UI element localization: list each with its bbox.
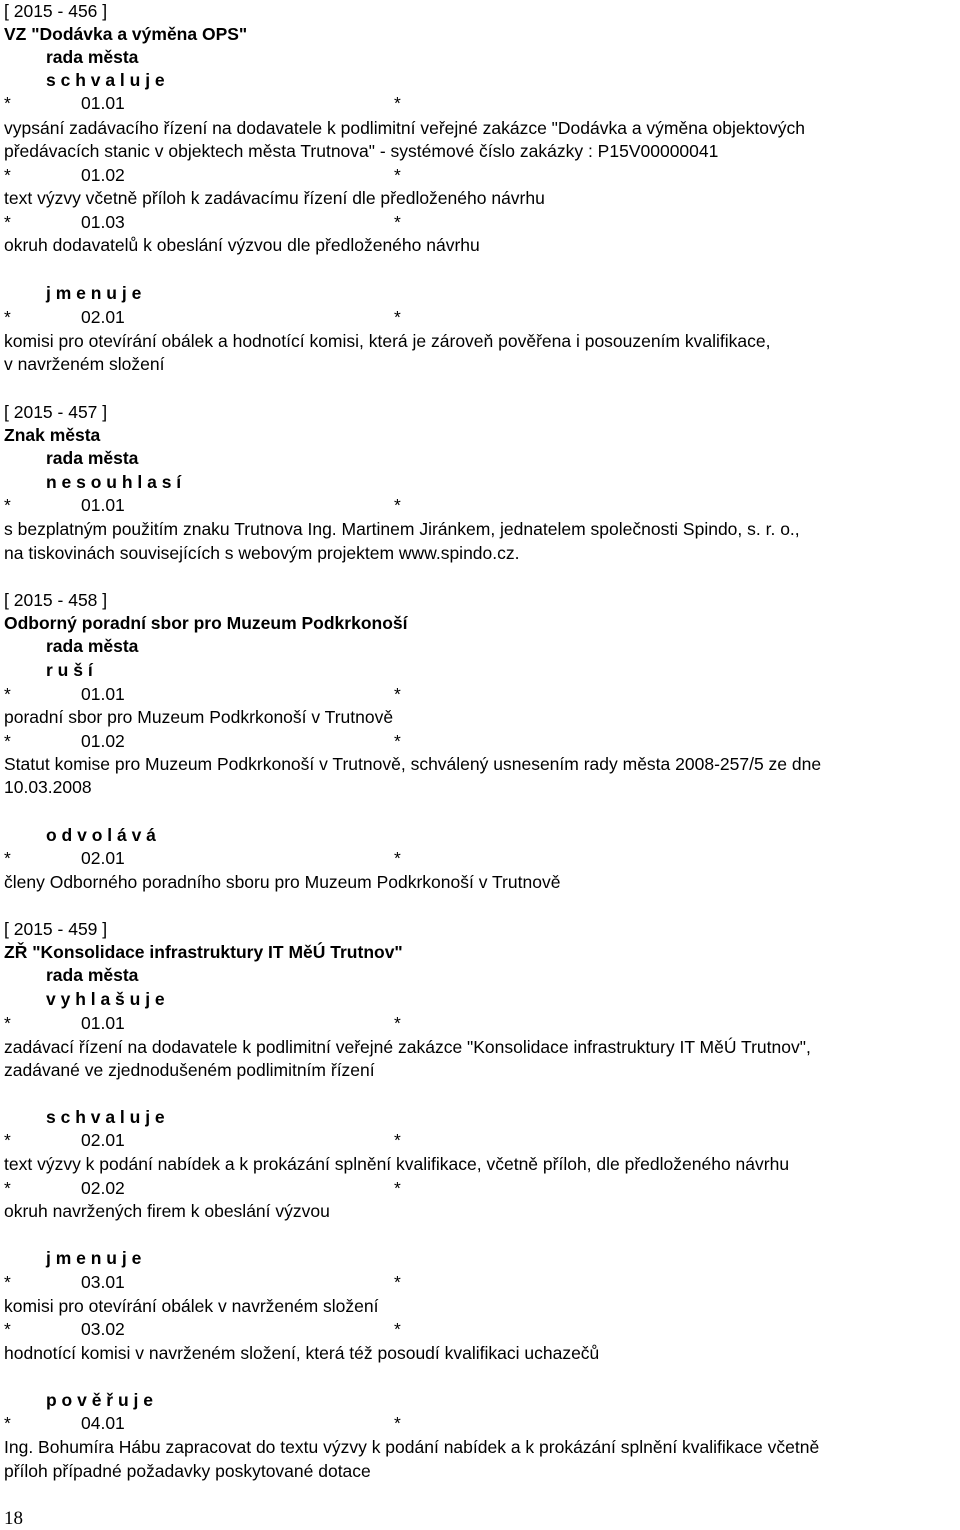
resolution-verb: j m e n u j e [46,283,142,303]
resolution-id: [ 2015 - 457 ] [4,402,108,422]
item-marker: * 04.01 * [4,1413,401,1433]
item-marker: * 03.02 * [4,1319,401,1339]
body-name: rada města [46,965,139,985]
item-text: komisi pro otevírání obálek a hodnotící komisi, která je zároveň pověřena i posouzením kvalifikace, [4,331,771,351]
item-marker: * 01.01 * [4,495,401,515]
item-text: poradní sbor pro Muzeum Podkrkonoší v Trutnově [4,707,394,727]
item-marker: * 01.03 * [4,212,401,232]
item-marker: * 02.01 * [4,848,401,868]
item-text: členy Odborného poradního sboru pro Muzeum Podkrkonoší v Trutnově [4,872,561,892]
item-marker: * 02.01 * [4,307,401,327]
item-marker: * 01.02 * [4,731,401,751]
resolution-verb: r u š í [46,660,93,680]
resolution-title: Odborný poradní sbor pro Muzeum Podkrkonoší [4,613,408,633]
item-marker: * 01.02 * [4,165,401,185]
resolution-id: [ 2015 - 459 ] [4,919,108,939]
resolution-id: [ 2015 - 458 ] [4,590,108,610]
body-name: rada města [46,448,139,468]
item-text: okruh dodavatelů k obeslání výzvou dle předloženého návrhu [4,235,480,255]
item-marker: * 03.01 * [4,1272,401,1292]
item-text: na tiskovinách souvisejících s webovým projektem www.spindo.cz. [4,543,520,563]
resolution-id: [ 2015 - 456 ] [4,1,108,21]
resolution-title: Znak města [4,425,101,445]
item-text: okruh navržených firem k obeslání výzvou [4,1201,330,1221]
body-name: rada města [46,47,139,67]
item-text: zadávací řízení na dodavatele k podlimitní veřejné zakázce "Konsolidace infrastruktury IT MěÚ Trutnov", [4,1037,811,1057]
item-text: Ing. Bohumíra Hábu zapracovat do textu výzvy k podání nabídek a k prokázání splnění kvalifikace včetně [4,1437,820,1457]
page-number: 18 [4,1508,23,1529]
item-text: text výzvy včetně příloh k zadávacímu řízení dle předloženého návrhu [4,188,545,208]
item-text: v navrženém složení [4,354,165,374]
item-text: s bezplatným použitím znaku Trutnova Ing. Martinem Jiránkem, jednatelem společnosti Spindo, s. r. o., [4,519,800,539]
resolution-verb: j m e n u j e [46,1248,142,1268]
item-text: 10.03.2008 [4,777,92,797]
item-text: vypsání zadávacího řízení na dodavatele k podlimitní veřejné zakázce "Dodávka a výměna objektových [4,118,805,138]
item-marker: * 01.01 * [4,1013,401,1033]
resolution-verb: n e s o u h l a s í [46,472,182,492]
resolution-verb: s c h v a l u j e [46,70,165,90]
resolution-title: VZ "Dodávka a výměna OPS" [4,24,248,44]
resolution-verb: o d v o l á v á [46,825,156,845]
item-marker: * 02.02 * [4,1178,401,1198]
item-text: hodnotící komisi v navrženém složení, která též posoudí kvalifikaci uchazečů [4,1343,600,1363]
item-text: Statut komise pro Muzeum Podkrkonoší v Trutnově, schválený usnesením rady města 2008-257/5 ze dne [4,754,822,774]
resolution-verb: s c h v a l u j e [46,1107,165,1127]
resolution-title: ZŘ "Konsolidace infrastruktury IT MěÚ Trutnov" [4,942,403,962]
item-text: předávacích stanic v objektech města Trutnova" - systémové číslo zakázky : P15V00000041 [4,141,719,161]
resolution-verb: p o v ě ř u j e [46,1390,153,1410]
item-text: text výzvy k podání nabídek a k prokázání splnění kvalifikace, včetně příloh, dle předloženého návrhu [4,1154,790,1174]
item-text: příloh případné požadavky poskytované dotace [4,1461,371,1481]
item-marker: * 01.01 * [4,684,401,704]
resolution-verb: v y h l a š u j e [46,989,165,1009]
item-text: zadávané ve zjednodušeném podlimitním řízení [4,1060,375,1080]
body-name: rada města [46,636,139,656]
item-marker: * 01.01 * [4,93,401,113]
item-text: komisi pro otevírání obálek v navrženém složení [4,1296,379,1316]
item-marker: * 02.01 * [4,1130,401,1150]
